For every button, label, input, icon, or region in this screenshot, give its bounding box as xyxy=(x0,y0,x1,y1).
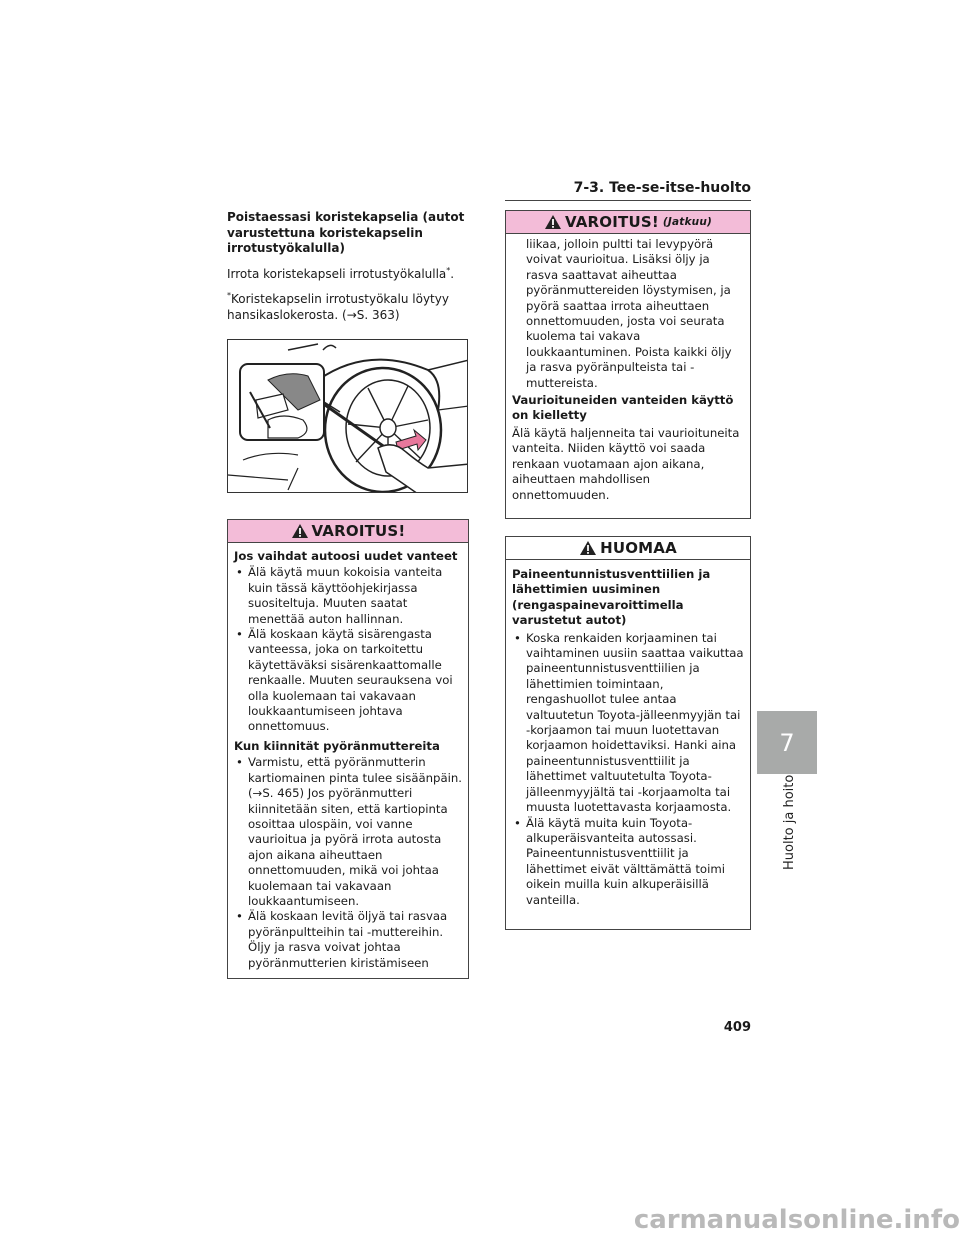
warning-1-bullet: • Älä koskaan levitä öljyä tai rasvaa pyöränpultteihin tai -muttereihin. Öljy ja rasva voivat johtaa pyöränmutterien kiristämiseen xyxy=(234,909,463,971)
watermark: carmanualsonline.info xyxy=(633,1205,960,1235)
wheel-illustration-svg xyxy=(228,340,468,493)
warning-2-text: Älä käytä haljenneita tai vaurioituneita vanteita. Niiden käyttö voi saada renkaan vuotamaan ajon aikana, aiheuttaen mahdollisen onnettomuuden. xyxy=(512,425,740,502)
notice-triangle-icon xyxy=(579,540,597,556)
chapter-label: Huolto ja hoito xyxy=(782,774,797,870)
chapter-tab: 7 xyxy=(757,711,817,774)
notice-bullet: • Koska renkaiden korjaaminen tai vaihtaminen uusiin saattaa vaikuttaa paineentunnistusventtiilien ja lähettimien toimintaan, rengashuollot tulee antaa valtuutetun Toyota-jälleenmyyjän tai -korjaamon tai muun luotettavan korjaamon hoidettaviksi. Hanki aina paineentunnistusventtiilit ja lähettimet valtuutetulta Toyota-jälleenmyyjältä tai -korjaamolta tai muusta luotettavasta korjaamosta. xyxy=(512,631,745,816)
warning-triangle-icon xyxy=(544,214,562,230)
warning-box-2-header xyxy=(506,211,750,234)
notice-box-header xyxy=(506,537,750,560)
warning-1-bullet: • Varmistu, että pyöränmutterin kartiomainen pinta tulee sisäänpäin. (→S. 465) Jos pyöränmutteri kiinnitetään siten, että kartiopinta osoittaa ulospäin, voi vanne vaurioitua ja pyörä irrota autosta ajon aikana aiheuttaen onnettomuuden, mikä voi johtaa kuolemaan tai vakavaan loukkaantumiseen. xyxy=(234,755,463,909)
warning-1-subheading-2: Kun kiinnität pyöränmuttereita xyxy=(234,738,440,753)
notice-bullet: • Älä käytä muita kuin Toyota-alkuperäisvanteita autossasi. Paineentunnistusventtiilit ja lähettimet eivät välttämättä toimi oikein muilla kuin alkuperäisillä vanteilla. xyxy=(512,816,745,908)
header-rule xyxy=(505,200,751,201)
intro-footnote: *Koristekapselin irrotustyökalu löytyy hansikaslokerosta. (→S. 363) xyxy=(227,291,449,322)
warning-box-1-title: VAROITUS! xyxy=(311,522,406,540)
warning-box-2-continued: (Jatkuu) xyxy=(662,216,713,228)
warning-triangle-icon xyxy=(291,523,309,539)
wheel-cap-illustration xyxy=(227,339,468,493)
warning-box-1-body xyxy=(228,543,468,975)
left-intro xyxy=(227,210,467,329)
notice-box xyxy=(505,536,751,930)
section-header: 7-3. Tee-se-itse-huolto xyxy=(573,180,751,196)
warning-box-1 xyxy=(227,519,469,979)
warning-2-continued-text: liikaa, jolloin pultti tai levypyörä voivat vaurioitua. Lisäksi öljy ja rasva saattavat aiheuttaa pyöränmuttereiden löystymisen, ja pyörä saattaa irrota aiheuttaen onnettomuuden, josta voi seurata kuolema tai vakava loukkaantuminen. Poista kaikki öljy ja rasva pyöränpulteista tai -muttereista. xyxy=(526,237,732,390)
notice-box-body xyxy=(506,560,750,912)
warning-box-2-body xyxy=(506,234,750,507)
warning-2-subheading: Vaurioituneiden vanteiden käyttö on kielletty xyxy=(512,393,734,423)
page-number: 409 xyxy=(723,1020,751,1035)
intro-instruction: Irrota koristekapseli irrotustyökalulla*. xyxy=(227,265,455,281)
warning-box-2 xyxy=(505,210,751,519)
warning-1-bullet: • Älä koskaan käytä sisärengasta vanteessa, joka on tarkoitettu käytettäväksi sisärenkaattomalle renkaalle. Muuten seurauksena voi olla kuolemaan tai vakavaan loukkaantumiseen johtava onnettomuus. xyxy=(234,627,463,735)
warning-box-2-title: VAROITUS! xyxy=(564,213,659,231)
intro-heading: Poistaessasi koristekapselia (autot varustettuna koristekapselin irrotustyökalulla) xyxy=(227,210,465,255)
warning-box-1-header xyxy=(228,520,468,543)
notice-box-title: HUOMAA xyxy=(600,539,677,557)
warning-1-bullet: • Älä käytä muun kokoisia vanteita kuin tässä käyttöohjekirjassa suositeltuja. Muuten saatat menettää auton hallinnan. xyxy=(234,565,463,627)
warning-1-subheading-1: Jos vaihdat autoosi uudet vanteet xyxy=(234,549,458,563)
notice-subheading: Paineentunnistusventtiilien ja lähettimien uusiminen (rengaspainevaroittimella varustetut autot) xyxy=(512,567,711,628)
